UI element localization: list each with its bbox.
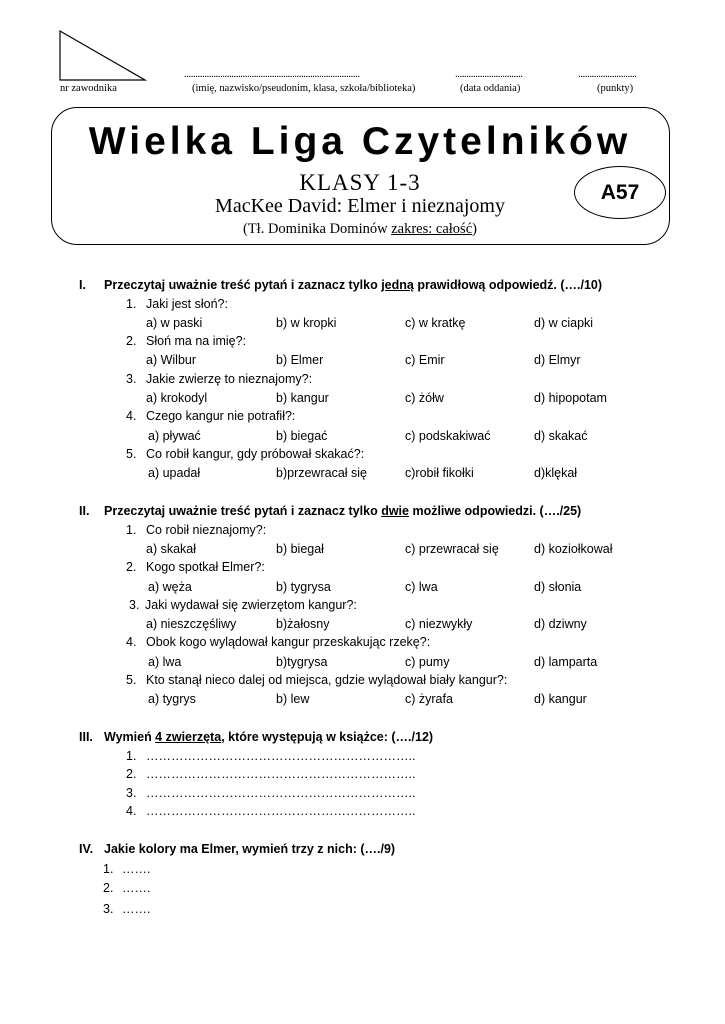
answer-option-a[interactable]: a) upadał [148,466,201,480]
answer-option-d[interactable]: d) koziołkował [534,542,613,556]
answer-option-b[interactable]: b) lew [276,692,310,706]
points-field-dots[interactable]: .......................... [578,68,637,80]
question-text: Jakie zwierzę to nieznajomy?: [146,372,313,386]
answer-option-d[interactable]: d) Elmyr [534,353,581,367]
question-text: Jaki jest słoń?: [146,297,228,311]
answer-option-d[interactable]: d) dziwny [534,617,587,631]
contest-title: Wielka Liga Czytelników [88,120,632,163]
scope-text: zakres: całość [391,221,473,237]
answer-option-a[interactable]: a) Wilbur [146,353,197,367]
question-text: Słoń ma na imię?: [146,334,247,348]
points-field-label: (punkty) [597,83,634,94]
answer-option-b[interactable]: b)tygrysa [276,655,328,669]
question-text: Kogo spotkał Elmer?: [146,560,265,574]
answer-line[interactable]: ……………………………………………………….. [146,804,416,818]
instr-emphasis: 4 zwierzęta [155,730,222,744]
answer-option-c[interactable]: c) w kratkę [405,316,466,330]
answer-line-number: 1. [103,862,114,876]
question-text: Co robił nieznajomy?: [146,523,267,537]
answer-line[interactable]: ……. [122,862,151,876]
answer-line[interactable]: ……. [122,902,151,916]
answer-option-c[interactable]: c) żyrafa [405,692,453,706]
instr-text: Przeczytaj uważnie treść pytań i zaznacz tylko [104,278,382,292]
answer-option-c[interactable]: c) przewracał się [405,542,499,556]
answer-option-a[interactable]: a) nieszczęśliwy [146,617,237,631]
answer-option-a[interactable]: a) lwa [148,655,182,669]
answer-option-b[interactable]: b) tygrysa [276,580,331,594]
answer-line[interactable]: ……. [122,881,151,895]
name-field-label: (imię, nazwisko/pseudonim, klasa, szkoła/biblioteka) [192,83,416,94]
section-3-instruction [104,730,433,744]
instr-text: , które występują w książce: (…./12) [221,730,434,744]
answer-option-c[interactable]: c) lwa [405,580,438,594]
answer-option-b[interactable]: b)przewracał się [276,466,368,480]
answer-option-a[interactable]: a) w paski [146,316,203,330]
answer-option-a[interactable]: a) tygrys [148,692,196,706]
question-number: 2. [126,560,137,574]
question-number: 3. [126,372,137,386]
answer-line[interactable]: ……………………………………………………….. [146,767,416,781]
instr-text: prawidłową odpowiedź. (…./10) [413,278,603,292]
section-4-instruction: Jakie kolory ma Elmer, wymień trzy z nich: (…./9) [104,842,396,856]
answer-line[interactable]: ……………………………………………………….. [146,749,416,763]
answer-option-d[interactable]: d) słonia [534,580,582,594]
answer-option-b[interactable]: b) kangur [276,391,329,405]
answer-line-number: 1. [126,749,137,763]
question-text: Kto stanął nieco dalej od miejsca, gdzie wylądował biały kangur?: [146,673,508,687]
instr-text: Wymień [104,730,156,744]
question-text: Czego kangur nie potrafił?: [146,409,296,423]
answer-option-b[interactable]: b) Elmer [276,353,324,367]
answer-line-number: 3. [103,902,114,916]
name-field-dots[interactable]: .............................................................................. [184,68,360,80]
section-2-instruction [104,504,581,518]
player-number-label: nr zawodnika [60,83,117,94]
answer-option-d[interactable]: d) lamparta [534,655,598,669]
answer-option-d[interactable]: d) skakać [534,429,588,443]
section-1-numeral: I. [79,278,86,292]
question-number: 5. [126,447,137,461]
translator-info [50,221,670,238]
answer-option-d[interactable]: d) w ciapki [534,316,594,330]
question-number: 3. [129,598,140,612]
answer-option-d[interactable]: d) kangur [534,692,587,706]
answer-line-number: 4. [126,804,137,818]
answer-option-b[interactable]: b) biegać [276,429,328,443]
answer-line-number: 2. [126,767,137,781]
question-text: Co robił kangur, gdy próbował skakać?: [146,447,365,461]
answer-option-b[interactable]: b)żałosny [276,617,330,631]
question-number: 1. [126,297,137,311]
date-field-label: (data oddania) [460,83,521,94]
answer-option-c[interactable]: c) podskakiwać [405,429,491,443]
section-3-numeral: III. [79,730,93,744]
instr-text: możliwe odpowiedzi. (…./25) [408,504,582,518]
question-number: 4. [126,635,137,649]
question-number: 2. [126,334,137,348]
answer-option-b[interactable]: b) w kropki [276,316,337,330]
answer-line[interactable]: ……………………………………………………….. [146,786,416,800]
section-4-numeral: IV. [79,842,94,856]
book-title: MacKee David: Elmer i nieznajomy [215,195,505,217]
date-field-dots[interactable]: .............................. [455,68,523,80]
answer-option-a[interactable]: a) skakał [146,542,197,556]
player-number-triangle [58,29,148,83]
instr-text: Przeczytaj uważnie treść pytań i zaznacz tylko [104,504,382,518]
answer-option-d[interactable]: d) hipopotam [534,391,607,405]
question-text: Obok kogo wylądował kangur przeskakując rzekę?: [146,635,431,649]
answer-option-c[interactable]: c) pumy [405,655,450,669]
test-code-badge [574,166,666,219]
section-1-instruction [104,278,602,292]
answer-line-number: 3. [126,786,137,800]
instr-emphasis: dwie [381,504,409,518]
question-text: Jaki wydawał się zwierzętom kangur?: [145,598,357,612]
answer-option-a[interactable]: a) węża [148,580,192,594]
test-code: A57 [600,180,640,204]
instr-emphasis: jedną [381,278,414,292]
question-number: 4. [126,409,137,423]
answer-option-c[interactable]: c) niezwykły [405,617,473,631]
answer-option-a[interactable]: a) pływać [148,429,201,443]
translator-suffix: ) [472,221,477,237]
answer-option-c[interactable]: c) żółw [405,391,444,405]
translator-prefix: (Tł. Dominika Dominów [243,221,392,237]
answer-option-d[interactable]: d)klękał [534,466,578,480]
answer-option-a[interactable]: a) krokodyl [146,391,208,405]
question-number: 5. [126,673,137,687]
question-number: 1. [126,523,137,537]
answer-option-b[interactable]: b) biegał [276,542,324,556]
answer-line-number: 2. [103,881,114,895]
answer-option-c[interactable]: c)robił fikołki [405,466,474,480]
grade-level: KLASY 1-3 [299,170,421,195]
section-2-numeral: II. [79,504,90,518]
answer-option-c[interactable]: c) Emir [405,353,445,367]
